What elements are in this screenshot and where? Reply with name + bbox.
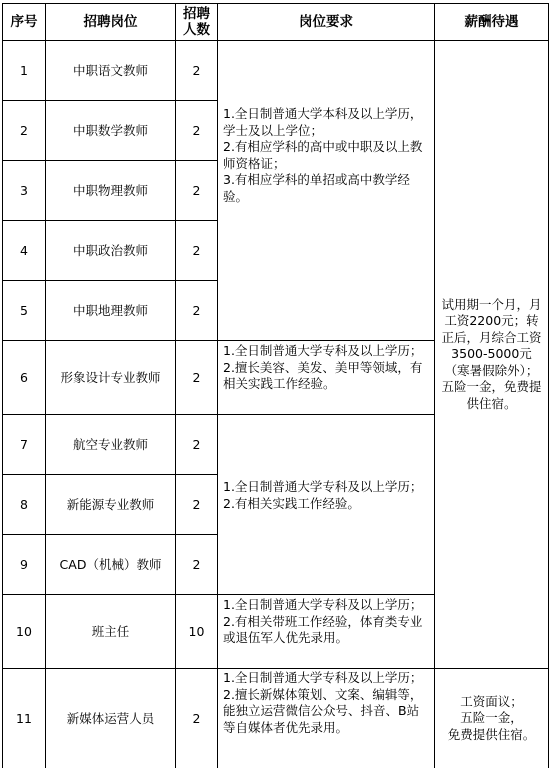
row-position: 中职政治教师 xyxy=(72,243,148,258)
row-no: 6 xyxy=(20,370,28,385)
row-count: 2 xyxy=(192,123,201,138)
row-position: 中职地理教师 xyxy=(72,303,148,318)
row-position: 形象设计专业教师 xyxy=(60,370,161,385)
row-no: 2 xyxy=(20,123,28,138)
requirements-image-design: 1.全日制普通大学专科及以上学历； 2.擅长美容、美发、美甲等领域，有相关实践工作经验。 xyxy=(223,343,423,391)
row-count: 10 xyxy=(188,624,205,639)
pay-new-media: 工资面议； 五险一金， 免费提供住宿。 xyxy=(447,693,536,742)
row-position: 中职数学教师 xyxy=(72,123,148,138)
header-position: 招聘岗位 xyxy=(83,13,138,30)
row-no: 7 xyxy=(20,437,28,452)
row-no: 11 xyxy=(16,711,32,726)
table-border-right xyxy=(548,3,549,768)
row-count: 2 xyxy=(192,557,201,572)
row-count: 2 xyxy=(192,497,201,512)
row-no: 5 xyxy=(20,303,28,318)
header-requirements: 岗位要求 xyxy=(299,13,353,30)
row-no: 9 xyxy=(20,557,28,572)
col-line-4 xyxy=(434,3,435,768)
row-no: 8 xyxy=(20,497,28,512)
requirements-head-teacher: 1.全日制普通大学专科及以上学历； 2.有相关带班工作经验，体育类专业或退伍军人优先录用。 xyxy=(223,597,423,645)
row-count: 2 xyxy=(192,183,201,198)
header-pay: 薪酬待遇 xyxy=(464,13,519,30)
requirements-new-media: 1.全日制普通大学专科及以上学历； 2.擅长新媒体策划、文案、编辑等，能独立运营微信公众号、抖音、B站等自媒体者优先录用。 xyxy=(223,670,423,735)
row-no: 10 xyxy=(16,624,32,639)
pay-teachers: 试用期一个月，月工资2200元；转正后，月综合工资3500-5000元（寒暑假除外）；五险一金，免费提供住宿。 xyxy=(441,296,542,411)
row-no: 3 xyxy=(20,183,28,198)
row-count: 2 xyxy=(192,303,201,318)
row-position: 航空专业教师 xyxy=(72,437,148,452)
header-count: 招聘 人数 xyxy=(183,6,210,38)
header-no: 序号 xyxy=(10,13,38,30)
row-count: 2 xyxy=(192,370,201,385)
row-position: CAD（机械）教师 xyxy=(59,557,162,572)
row-count: 2 xyxy=(192,711,201,726)
requirements-teachers: 1.全日制普通大学本科及以上学历，学士及以上学位； 2.有相应学科的高中或中职及以上教师资格证； 3.有相应学科的单招或高中教学经验。 xyxy=(223,106,423,204)
requirements-specialty: 1.全日制普通大学专科及以上学历； 2.有相关实践工作经验。 xyxy=(223,479,423,511)
row-position: 新媒体运营人员 xyxy=(66,711,155,726)
row-position: 班主任 xyxy=(91,624,130,639)
row-position: 中职语文教师 xyxy=(72,63,148,78)
row-position: 中职物理教师 xyxy=(72,183,148,198)
row-count: 2 xyxy=(192,63,201,78)
row-count: 2 xyxy=(192,243,201,258)
row-no: 4 xyxy=(20,243,28,258)
row-position: 新能源专业教师 xyxy=(66,497,155,512)
row-count: 2 xyxy=(192,437,201,452)
row-no: 1 xyxy=(20,63,28,78)
